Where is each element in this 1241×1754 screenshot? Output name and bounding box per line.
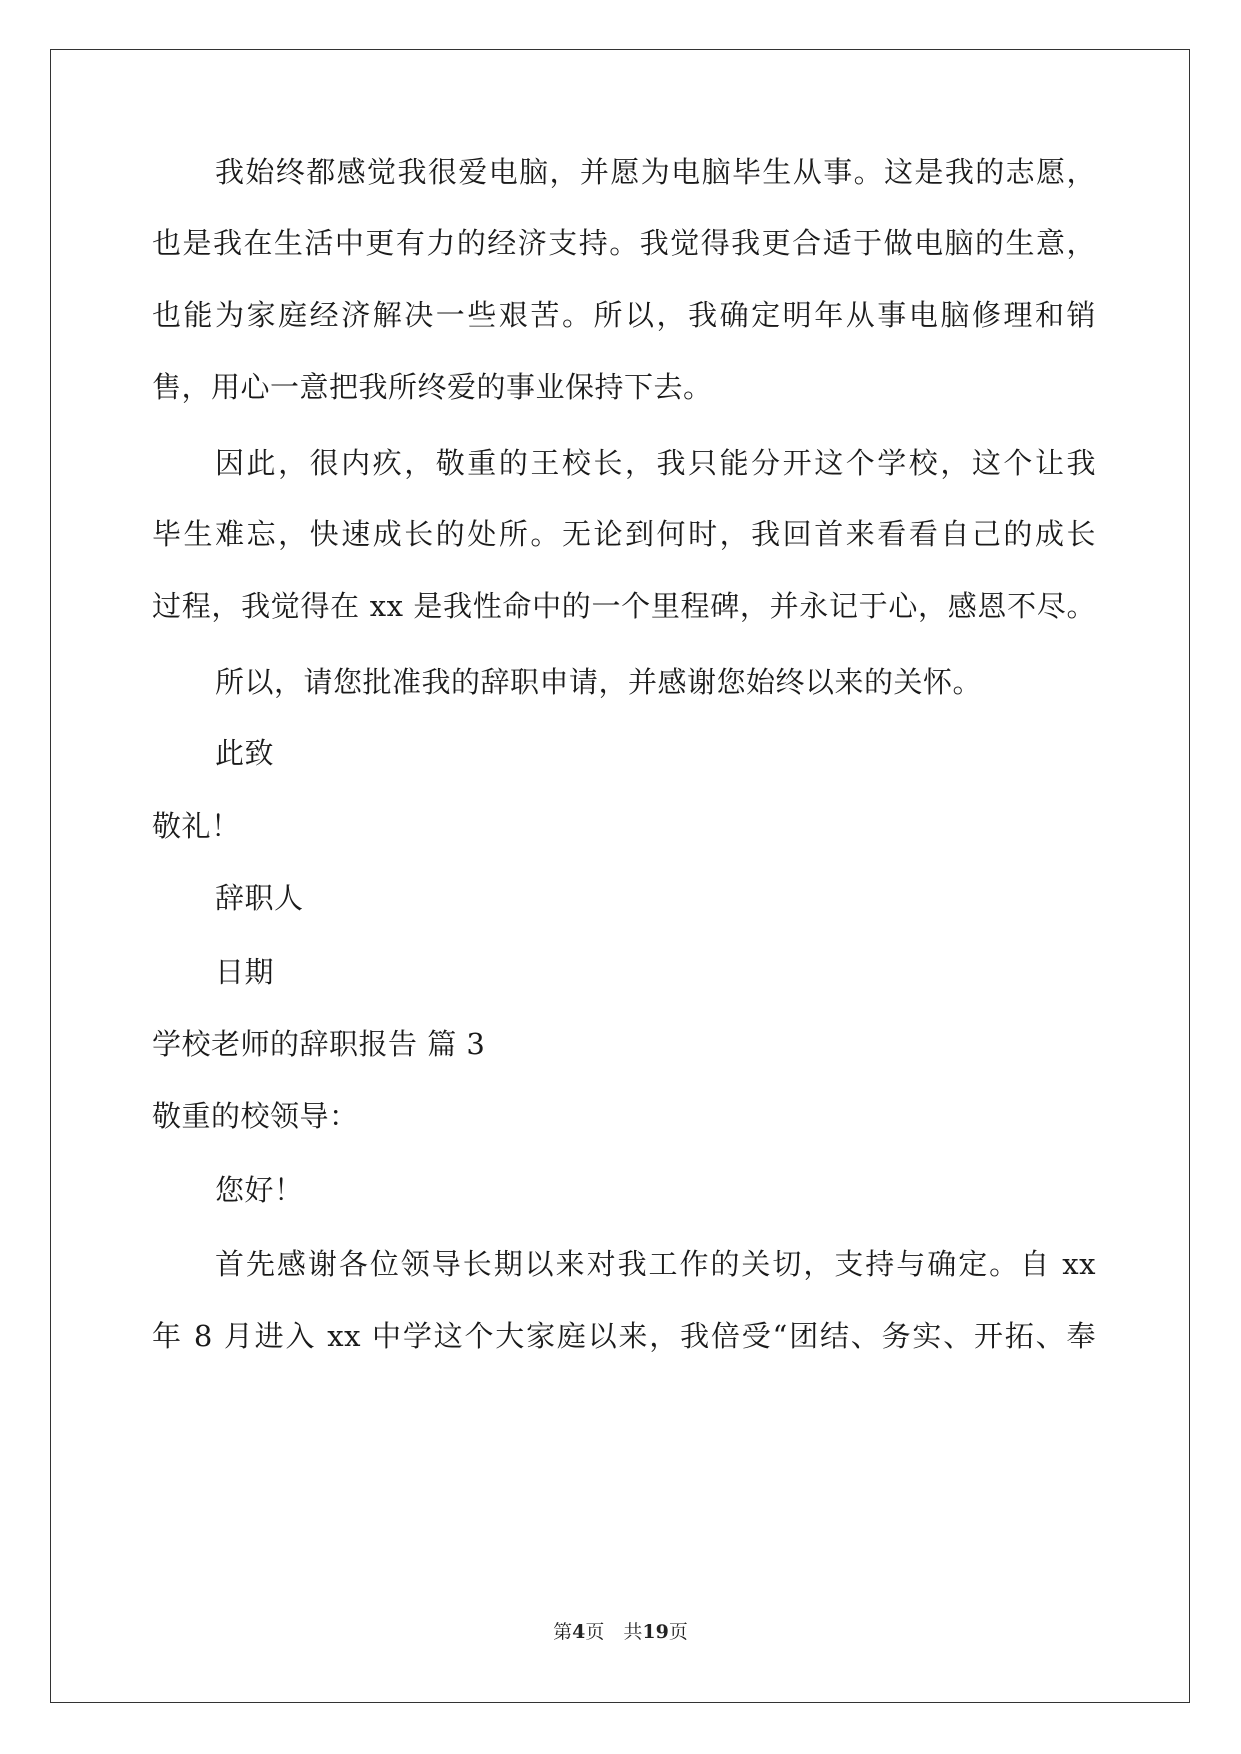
current-page-number: 4: [572, 1621, 586, 1643]
signature-date: 日期: [215, 955, 275, 989]
footer-middle: 页 共: [585, 1621, 643, 1643]
footer-suffix: 页: [668, 1621, 688, 1643]
paragraph-line-1: 我始终都感觉我很爱电脑，并愿为电脑毕生从事。这是我的志愿，: [215, 155, 1096, 189]
section-heading: 学校老师的辞职报告 篇 3: [152, 1027, 486, 1061]
paragraph-line-5: 因此，很内疚，敬重的王校长，我只能分开这个学校，这个让我: [215, 446, 1096, 480]
total-pages-number: 19: [642, 1621, 669, 1643]
signature-resigner: 辞职人: [215, 881, 304, 915]
paragraph-line-3: 也能为家庭经济解决一些艰苦。所以，我确定明年从事电脑修理和销: [152, 298, 1096, 332]
closing-cizhi: 此致: [215, 736, 275, 770]
paragraph-line-6: 毕生难忘，快速成长的处所。无论到何时，我回首来看看自己的成长: [152, 517, 1096, 551]
closing-jingli: 敬礼！: [152, 809, 241, 843]
paragraph-line-2: 也是我在生活中更有力的经济支持。我觉得我更合适于做电脑的生意，: [152, 226, 1096, 260]
paragraph-line-10: 年 8 月进入 xx 中学这个大家庭以来，我倍受“团结、务实、开拓、奉: [152, 1319, 1096, 1353]
salutation: 敬重的校领导：: [152, 1099, 359, 1133]
footer-prefix: 第: [553, 1621, 573, 1643]
paragraph-line-8: 所以，请您批准我的辞职申请，并感谢您始终以来的关怀。: [215, 665, 983, 699]
paragraph-line-7: 过程，我觉得在 xx 是我性命中的一个里程碑，并永记于心，感恩不尽。: [152, 589, 1096, 623]
paragraph-line-4: 售，用心一意把我所终爱的事业保持下去。: [152, 370, 713, 404]
paragraph-line-9: 首先感谢各位领导长期以来对我工作的关切，支持与确定。自 xx: [215, 1247, 1096, 1281]
greeting: 您好！: [215, 1173, 304, 1207]
page-number-footer: [0, 1620, 1241, 1644]
